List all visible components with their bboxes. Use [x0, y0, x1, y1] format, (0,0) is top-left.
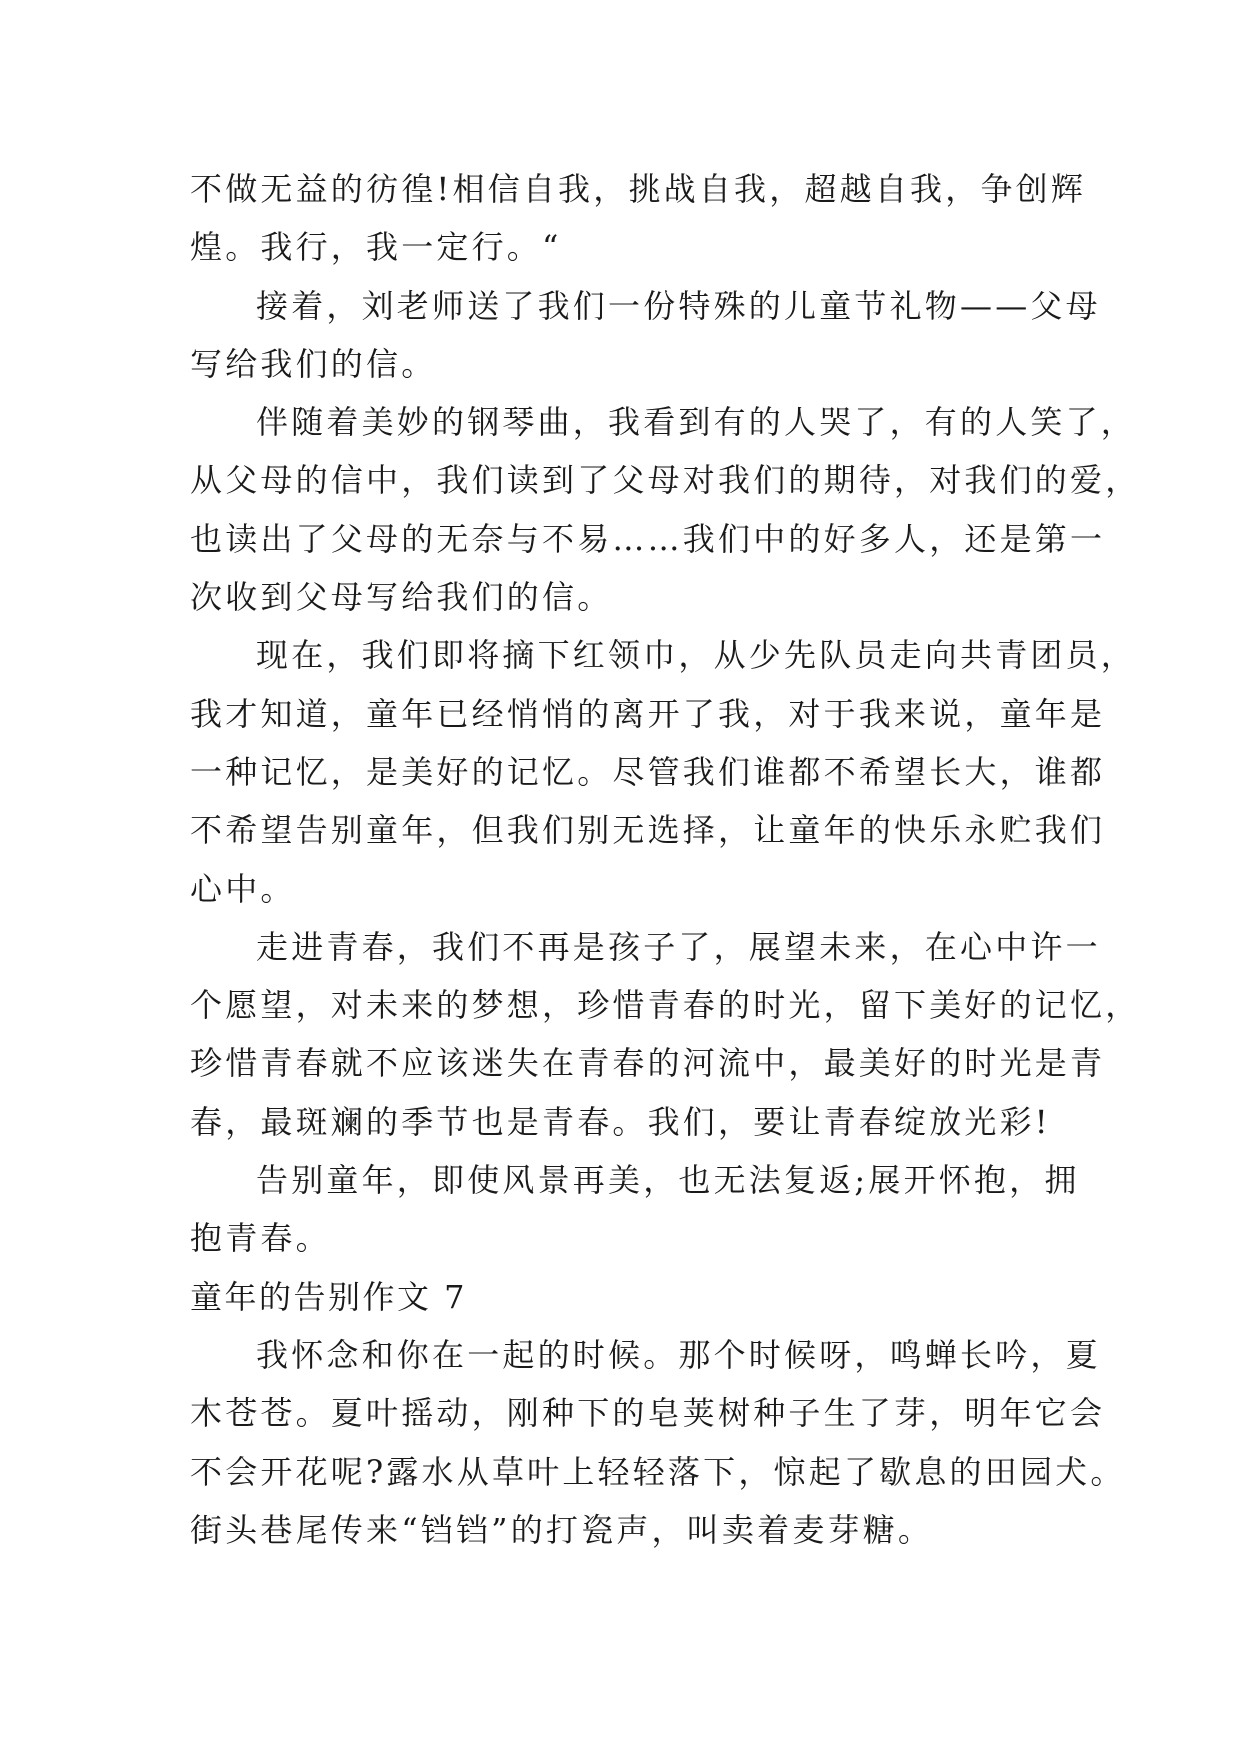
text-line: 珍惜青春就不应该迷失在青春的河流中，最美好的时光是青 — [190, 1044, 1106, 1083]
text-line: 抱青春。 — [190, 1219, 331, 1258]
text-line: 个愿望，对未来的梦想，珍惜青春的时光，留下美好的记忆， — [190, 986, 1141, 1025]
text-line: 街头巷尾传来“铛铛”的打瓷声，叫卖着麦芽糖。 — [190, 1510, 934, 1549]
text-line: 次收到父母写给我们的信。 — [190, 578, 613, 617]
paragraph-start-line: 我怀念和你在一起的时候。那个时候呀，鸣蝉长吟，夏 — [256, 1335, 1101, 1374]
text-line: 写给我们的信。 — [190, 344, 437, 383]
text-line: 不希望告别童年，但我们别无选择，让童年的快乐永贮我们 — [190, 811, 1106, 850]
text-line: 从父母的信中，我们读到了父母对我们的期待，对我们的爱， — [190, 461, 1141, 500]
text-line: 心中。 — [190, 869, 296, 908]
text-line: 春，最斑斓的季节也是青春。我们，要让青春绽放光彩! — [190, 1102, 1051, 1141]
text-line: 木苍苍。夏叶摇动，刚种下的皂荚树种子生了芽，明年它会 — [190, 1394, 1106, 1433]
paragraph-start-line: 告别童年，即使风景再美，也无法复返;展开怀抱，拥 — [256, 1161, 1080, 1200]
paragraph-start-line: 接着，刘老师送了我们一份特殊的儿童节礼物——父母 — [256, 286, 1101, 325]
paragraph-start-line: 伴随着美妙的钢琴曲，我看到有的人哭了，有的人笑了， — [256, 403, 1137, 442]
document-body — [190, 160, 1141, 1559]
text-line: 一种记忆，是美好的记忆。尽管我们谁都不希望长大，谁都 — [190, 752, 1106, 791]
paragraph-start-line: 走进青春，我们不再是孩子了，展望未来，在心中许一 — [256, 927, 1101, 966]
section-heading: 童年的告别作文 7 — [190, 1277, 468, 1316]
text-line: 我才知道，童年已经悄悄的离开了我，对于我来说，童年是 — [190, 694, 1106, 733]
text-line: 也读出了父母的无奈与不易……我们中的好多人，还是第一 — [190, 519, 1106, 558]
text-line: 不做无益的彷徨!相信自我，挑战自我，超越自我，争创辉 — [190, 170, 1087, 208]
paragraph-start-line: 现在，我们即将摘下红领巾，从少先队员走向共青团员， — [256, 636, 1137, 675]
text-line: 煌。我行，我一定行。“ — [190, 228, 562, 267]
text-line: 不会开花呢?露水从草叶上轻轻落下，惊起了歇息的田园犬。 — [190, 1452, 1126, 1491]
